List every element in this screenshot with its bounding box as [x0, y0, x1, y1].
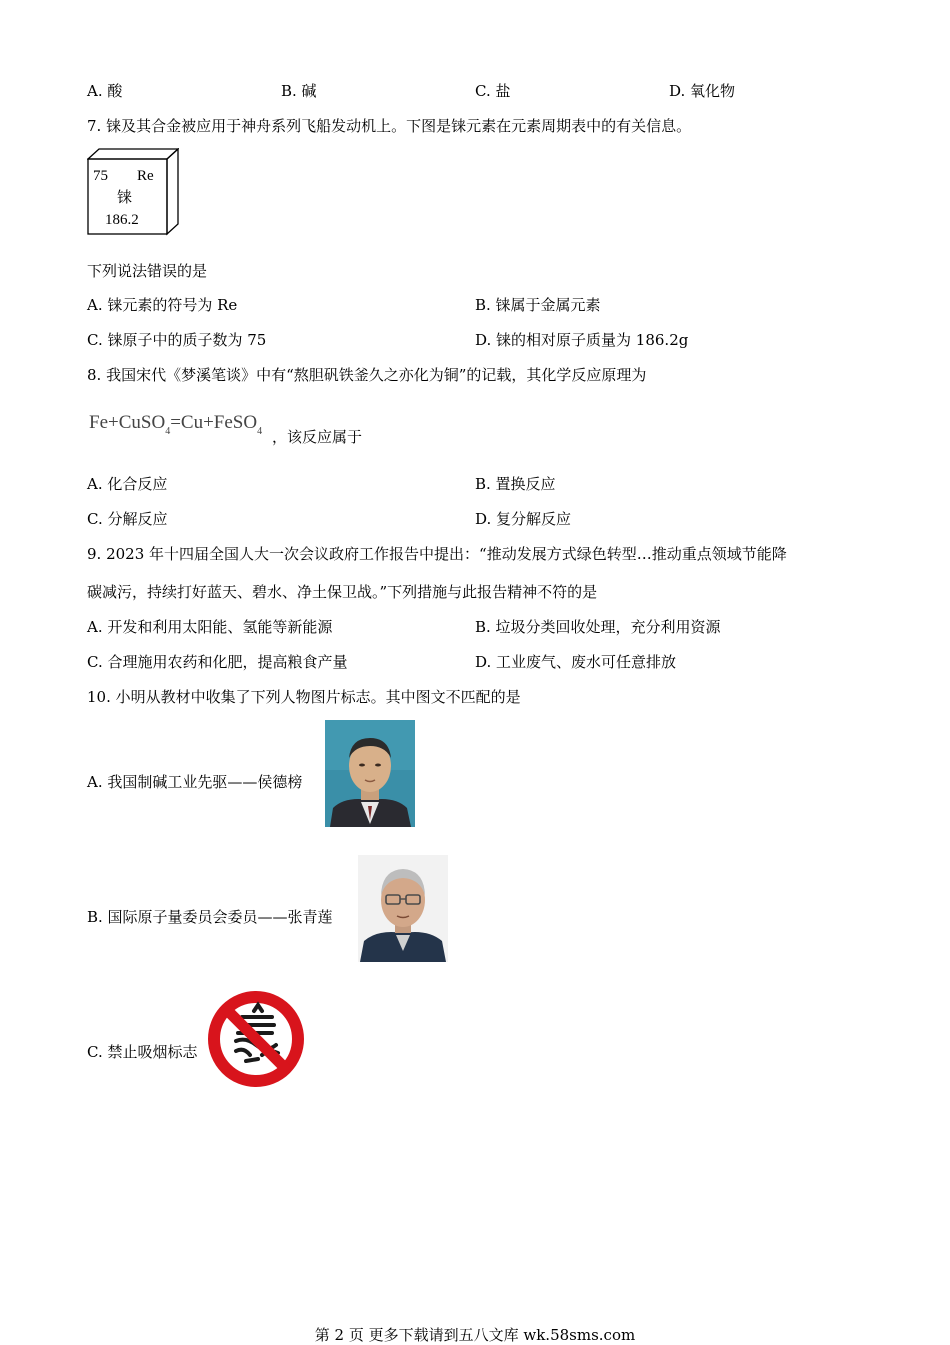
q8-option-d: D. 复分解反应 — [475, 510, 572, 528]
q9-option-a: A. 开发和利用太阳能、氢能等新能源 — [87, 618, 333, 636]
q10-stem: 10. 小明从教材中收集了下列人物图片标志。其中图文不匹配的是 — [87, 688, 521, 706]
q10-option-a: A. 我国制碱工业先驱——侯德榜 — [87, 773, 303, 791]
atomic-mass: 186.2 — [105, 212, 139, 228]
q10-option-b: B. 国际原子量委员会委员——张青莲 — [87, 908, 333, 926]
q8-option-c: C. 分解反应 — [87, 510, 168, 528]
q9-stem-line-2: 碳减污，持续打好蓝天、碧水、净土保卫战。”下列措施与此报告精神不符的是 — [87, 583, 598, 601]
q8-stem: 8. 我国宋代《梦溪笔谈》中有“熬胆矾铁釜久之亦化为铜”的记载，其化学反应原理为 — [87, 366, 647, 384]
q7-option-a: A. 铼元素的符号为 Re — [87, 296, 238, 314]
page-footer: 第 2 页 更多下载请到五八文库 wk.58sms.com — [314, 1326, 636, 1344]
element-name: 铼 — [117, 188, 133, 206]
q8-option-a: A. 化合反应 — [87, 475, 168, 493]
q6-option-a: A. 酸 — [87, 82, 123, 100]
periodic-element-cell — [87, 148, 179, 236]
formula-subscript-1: 4 — [165, 426, 171, 437]
q7-prompt: 下列说法错误的是 — [87, 262, 208, 280]
formula-part-2: =Cu+FeSO — [170, 412, 258, 433]
q6-option-b: B. 碱 — [281, 82, 317, 100]
q6-option-c: C. 盐 — [475, 82, 511, 100]
q7-option-b: B. 铼属于金属元素 — [475, 296, 601, 314]
q9-stem-line-1: 9. 2023 年十四届全国人大一次会议政府工作报告中提出：“推动发展方式绿色转型…推动重点领域节能降 — [87, 545, 787, 563]
formula-part-1: Fe+CuSO — [89, 412, 166, 433]
formula-subscript-2: 4 — [257, 426, 263, 437]
reaction-equation — [89, 412, 262, 437]
q7-option-c: C. 铼原子中的质子数为 75 — [87, 331, 267, 349]
q10-option-c: C. 禁止吸烟标志 — [87, 1043, 198, 1061]
portrait-hou-debang — [325, 720, 415, 827]
q7-stem: 7. 铼及其合金被应用于神舟系列飞船发动机上。下图是铼元素在元素周期表中的有关信息。 — [87, 117, 692, 135]
q9-option-b: B. 垃圾分类回收处理，充分利用资源 — [475, 618, 721, 636]
no-smoking-sign-icon — [206, 989, 306, 1089]
q9-option-c: C. 合理施用农药和化肥，提高粮食产量 — [87, 653, 348, 671]
element-symbol: Re — [137, 168, 154, 184]
q8-tail: ，该反应属于 — [272, 428, 363, 446]
portrait-zhang-qinglian — [358, 855, 448, 962]
q9-option-d: D. 工业废气、废水可任意排放 — [475, 653, 677, 671]
q6-option-d: D. 氧化物 — [669, 82, 736, 100]
q8-option-b: B. 置换反应 — [475, 475, 556, 493]
atomic-number: 75 — [93, 168, 108, 184]
q7-option-d: D. 铼的相对原子质量为 186.2g — [475, 331, 689, 349]
